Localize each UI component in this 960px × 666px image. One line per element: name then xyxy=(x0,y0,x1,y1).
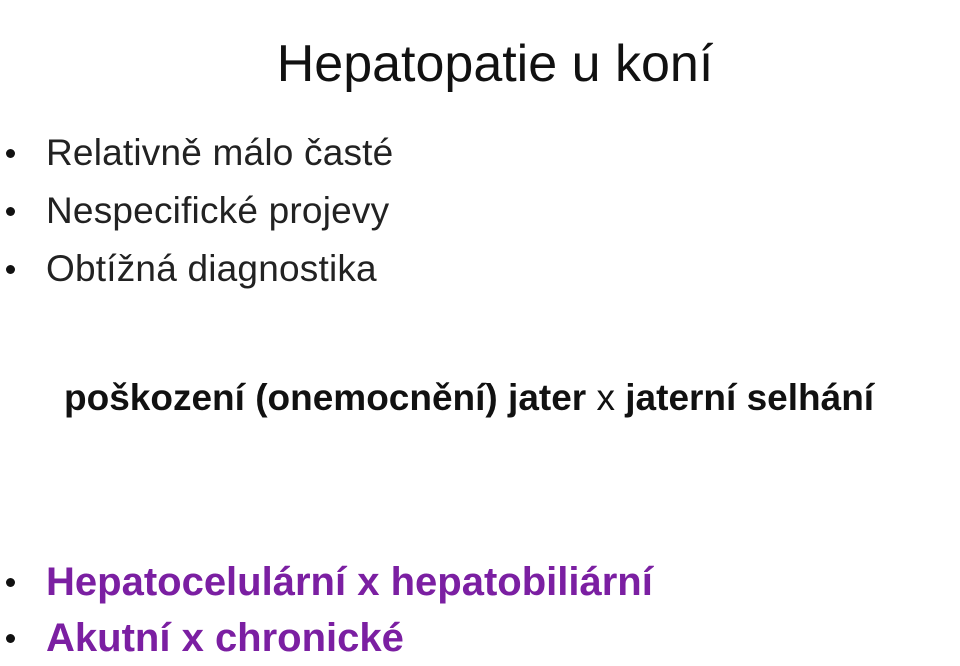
bullet-item xyxy=(46,182,393,240)
contrast-statement xyxy=(64,374,874,422)
bullet-text: Relativně málo časté xyxy=(46,132,394,173)
classification-right: hepatobiliární xyxy=(390,560,653,604)
contrast-left: poškození (onemocnění) jater xyxy=(64,377,587,418)
bullet-text: Obtížná diagnostika xyxy=(46,248,377,289)
bullet-item xyxy=(46,240,393,298)
bullet-icon xyxy=(6,207,15,216)
bullet-icon xyxy=(6,634,15,643)
classification-left: Hepatocelulární xyxy=(46,560,347,604)
bullet-icon xyxy=(6,149,15,158)
bullet-icon xyxy=(6,578,15,587)
contrast-right: jaterní selhání xyxy=(625,377,875,418)
bullet-item xyxy=(46,124,393,182)
classification-left: Akutní xyxy=(46,616,171,660)
classification-right: chronické xyxy=(214,616,404,660)
classification-separator: x xyxy=(357,560,380,604)
classification-separator: x xyxy=(181,616,204,660)
slide-title: Hepatopatie u koní xyxy=(276,34,714,93)
bullet-icon xyxy=(6,265,15,274)
bullet-text: Nespecifické projevy xyxy=(46,190,390,231)
intro-bullet-list xyxy=(46,124,393,298)
contrast-separator: x xyxy=(596,377,615,418)
classification-item xyxy=(46,554,653,610)
classification-item xyxy=(46,610,653,666)
classification-bullet-list xyxy=(46,554,653,666)
